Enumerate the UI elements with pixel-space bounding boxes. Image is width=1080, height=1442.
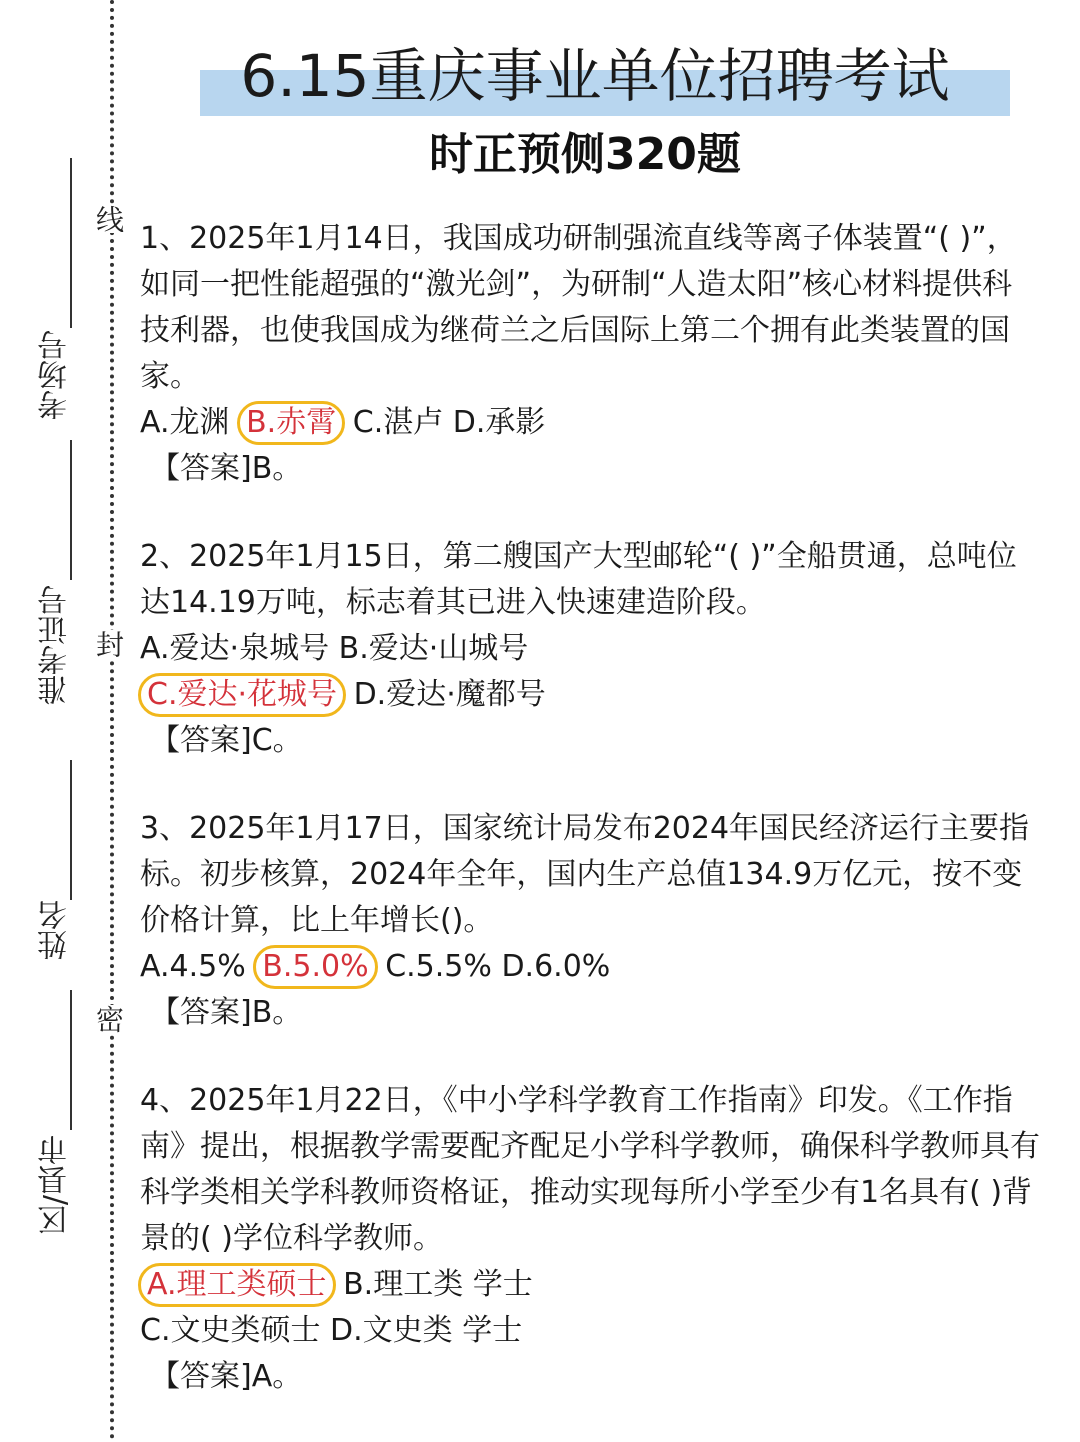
correct-option: C.爱达·花城号 xyxy=(138,673,346,717)
option: D.文史类 学士 xyxy=(330,1313,523,1348)
question-block xyxy=(140,534,1040,764)
ticket-number-underline xyxy=(70,440,72,580)
seal-mark-secret: 密 xyxy=(88,1005,128,1033)
question-stem: 2、2025年1月15日，第二艘国产大型邮轮“( )”全船贯通，总吨位达14.19万吨，标志着其已进入快速建造阶段。 xyxy=(140,539,1017,620)
options-line xyxy=(140,944,1040,990)
option: A.4.5% xyxy=(140,949,246,984)
question-block xyxy=(140,216,1040,492)
question-block xyxy=(140,1078,1040,1400)
option: C.文史类硕士 xyxy=(140,1313,321,1348)
exam-room-underline xyxy=(70,158,72,328)
seal-mark-line: 线 xyxy=(88,205,128,233)
page-title: 6.15重庆事业单位招聘考试 xyxy=(240,42,950,110)
options-line xyxy=(140,626,1040,672)
correct-option: B.赤霄 xyxy=(237,401,345,445)
question-block xyxy=(140,806,1040,1036)
question-stem: 4、2025年1月22日，《中小学科学教育工作指南》印发。《工作指南》提出，根据教学需要配齐配足小学科学教师，确保科学教师具有科学类相关学科教师资格证，推动实现每所小学至少有1名具有( )背景的( )学位科学教师。 xyxy=(140,1083,1040,1256)
ticket-number-label: 准考证号 xyxy=(38,585,73,705)
options-line xyxy=(140,1262,1040,1308)
option: C.湛卢 xyxy=(352,405,444,440)
seal-mark-seal: 封 xyxy=(88,630,128,658)
name-underline xyxy=(70,760,72,900)
options-line xyxy=(140,672,1040,718)
option: D.6.0% xyxy=(501,949,611,984)
option: A.爱达·泉城号 xyxy=(140,631,330,666)
district-underline xyxy=(70,990,72,1130)
option: B.爱达·山城号 xyxy=(338,631,529,666)
name-label: 姓名 xyxy=(38,900,73,960)
exam-room-label: 考场号 xyxy=(38,330,73,420)
answer-text: 【答案]C。 xyxy=(150,723,303,758)
option: B.理工类 学士 xyxy=(343,1267,533,1302)
question-list xyxy=(140,216,1040,1442)
correct-option: A.理工类硕士 xyxy=(138,1263,336,1307)
option: D.爱达·魔都号 xyxy=(353,677,546,712)
option: D.承影 xyxy=(452,405,546,440)
district-label: 区/县市 xyxy=(38,1135,73,1236)
question-stem: 1、2025年1月14日，我国成功研制强流直线等离子体装置“( )”，如同一把性能超强的“激光剑”，为研制“人造太阳”核心材料提供科技利器，也使我国成为继荷兰之后国际上第二个拥有此类装置的国家。 xyxy=(140,221,1017,394)
answer-text: 【答案]A。 xyxy=(150,1359,303,1394)
option: C.5.5% xyxy=(385,949,492,984)
option: A.龙渊 xyxy=(140,405,230,440)
question-stem: 3、2025年1月17日，国家统计局发布2024年国民经济运行主要指标。初步核算，2024年全年，国内生产总值134.9万亿元，按不变价格计算，比上年增长()。 xyxy=(140,811,1030,938)
page-subtitle: 时正预侧320题 xyxy=(429,129,741,180)
correct-option: B.5.0% xyxy=(253,945,377,989)
options-line xyxy=(140,400,1040,446)
answer-text: 【答案]B。 xyxy=(150,451,303,486)
answer-text: 【答案]B。 xyxy=(150,995,303,1030)
options-line xyxy=(140,1308,1040,1354)
